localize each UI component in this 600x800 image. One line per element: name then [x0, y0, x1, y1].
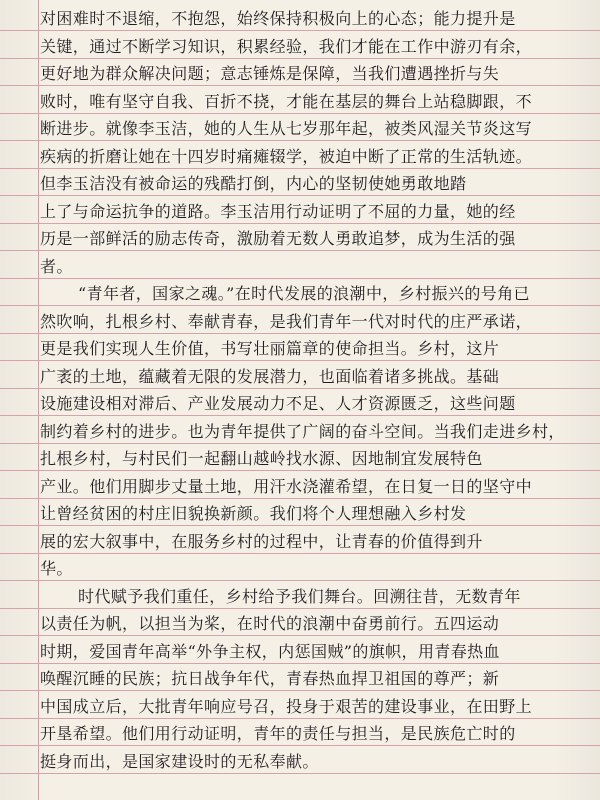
text-line: 以责任为帆，以担当为桨，在时代的浪潮中奋勇前行。五四运动 — [40, 614, 500, 633]
text-line: 开垦希望。他们用行动证明，青年的责任与担当，是民族危亡时的 — [40, 724, 516, 743]
text-line: 华。 — [40, 559, 73, 578]
text-line: 上了与命运抗争的道路。李玉洁用行动证明了不屈的力量，她的经 — [40, 201, 516, 221]
text-line: 历是一部鲜活的励志传奇，激励着无数人勇敢追梦，成为生活的强 — [40, 229, 516, 248]
text-line: 产业。他们用脚步丈量土地，用汗水浇灌希望，在日复一日的坚守中 — [40, 476, 533, 496]
text-line: 扎根乡村，与村民们一起翻山越岭找水源、因地制宜发展特色 — [40, 449, 483, 468]
text-line: 设施建设相对滞后、产业发展动力不足、人才资源匮乏，这些问题 — [40, 394, 516, 413]
text-line: 时期，爱国青年高举“外争主权，内惩国贼”的旗帜，用青春热血 — [40, 641, 500, 661]
text-line: 败时，唯有坚守自我、百折不挠，才能在基层的舞台上站稳脚跟，不 — [40, 91, 533, 111]
text-line: 但李玉洁没有被命运的残酷打倒，内心的坚韧使她勇敢地踏 — [40, 174, 467, 193]
text-line: 挺身而出，是国家建设时的无私奉献。 — [40, 751, 319, 771]
text-line: 让曾经贫困的村庄旧貌换新颜。我们将个人理想融入乡村发 — [40, 504, 467, 523]
text-line: 者。 — [40, 256, 73, 276]
text-line: 时代赋予我们重任，乡村给予我们舞台。回溯往昔，无数青年 — [78, 586, 521, 606]
text-line: “青年者，国家之魂。”在时代发展的浪潮中，乡村振兴的号角已 — [78, 284, 530, 303]
margin-line — [38, 0, 39, 800]
text-line: 广袤的土地，蕴藏着无限的发展潜力，也面临着诸多挑战。基础 — [40, 366, 500, 386]
text-line: 制约着乡村的进步。也为青年提供了广阔的奋斗空间。当我们走进乡村， — [40, 421, 565, 441]
text-line: 更好地为群众解决问题；意志锤炼是保障，当我们遭遇挫折与失 — [40, 64, 500, 83]
text-line: 展的宏大叙事中，在服务乡村的过程中，让青春的价值得到升 — [40, 531, 483, 551]
text-line: 对困难时不退缩，不抱怨，始终保持积极向上的心态；能力提升是 — [40, 9, 516, 28]
text-line: 关键，通过不断学习知识，积累经验，我们才能在工作中游刃有余， — [40, 36, 533, 56]
text-line: 断进步。就像李玉洁，她的人生从七岁那年起，被类风湿关节炎这写 — [40, 119, 533, 138]
text-line: 唤醒沉睡的民族；抗日战争年代，青春热血捍卫祖国的尊严；新 — [40, 669, 500, 688]
text-line: 更是我们实现人生价值，书写壮丽篇章的使命担当。乡村，这片 — [40, 339, 500, 358]
text-line: 疾病的折磨让她在十四岁时痛瘫辍学，被迫中断了正常的生活轨迹。 — [40, 146, 533, 166]
text-line: 中国成立后，大批青年响应号召，投身于艰苦的建设事业，在田野上 — [40, 696, 533, 716]
text-line: 然吹响，扎根乡村、奉献青春，是我们青年一代对时代的庄严承诺， — [40, 311, 533, 331]
